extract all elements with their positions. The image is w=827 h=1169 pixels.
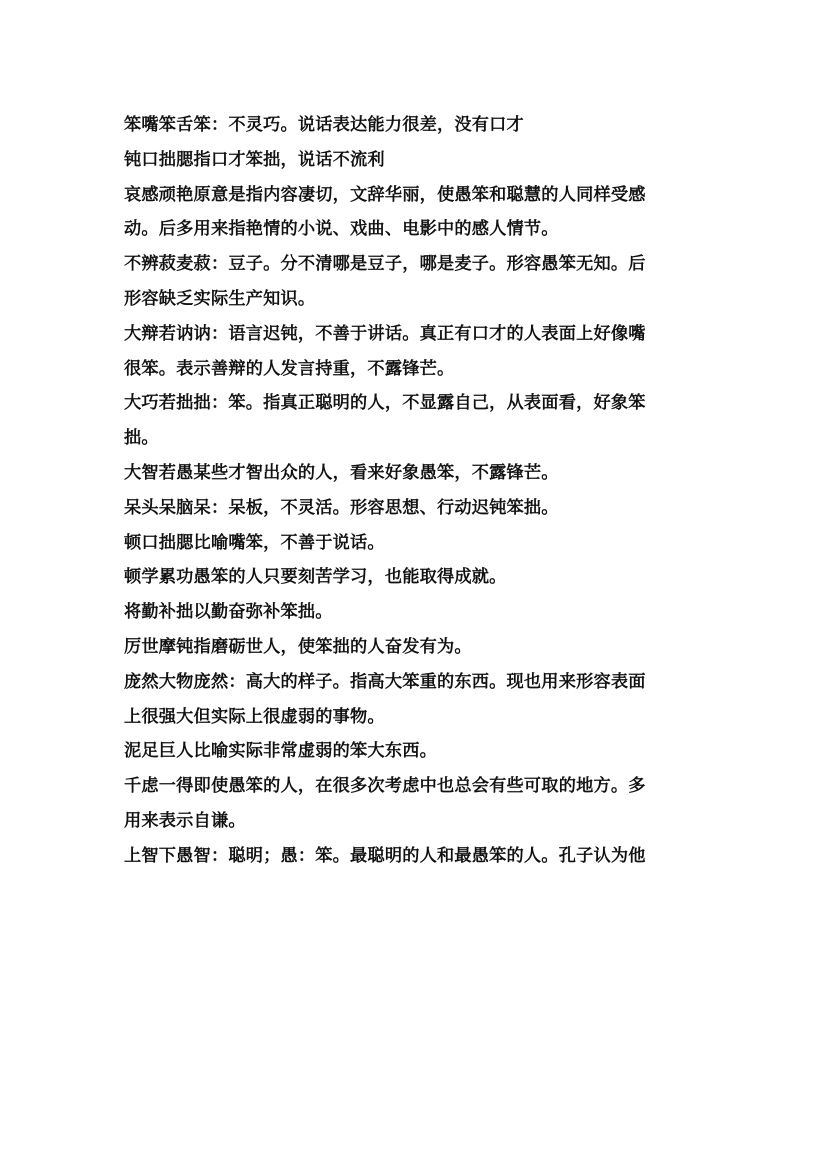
text-line: 形容缺乏实际生产知识。 [124,288,316,309]
text-line: 哀感顽艳原意是指内容凄切，文辞华丽，使愚笨和聪慧的人同样受感 [124,184,646,205]
text-line: 泥足巨人比喻实际非常虚弱的笨大东西。 [124,741,437,762]
text-line: 动。后多用来指艳情的小说、戏曲、电影中的感人情节。 [124,219,559,240]
text-line: 大辩若讷讷：语言迟钝，不善于讲话。真正有口才的人表面上好像嘴 [124,323,646,344]
text-line: 上智下愚智：聪明；愚：笨。最聪明的人和最愚笨的人。孔子认为他 [124,845,646,866]
text-line: 用来表示自谦。 [124,810,246,831]
text-line: 庞然大物庞然：高大的样子。指高大笨重的东西。现也用来形容表面 [124,671,646,692]
text-line: 顿学累功愚笨的人只要刻苦学习，也能取得成就。 [124,567,507,588]
document-body [124,108,714,874]
text-line: 笨嘴笨舌笨：不灵巧。说话表达能力很差，没有口才 [124,115,524,135]
text-line: 钝口拙腮指口才笨拙，说话不流利 [124,149,385,170]
text-line: 呆头呆脑呆：呆板，不灵活。形容思想、行动迟钝笨拙。 [124,497,559,518]
text-line: 不辨菽麦菽：豆子。分不清哪是豆子，哪是麦子。形容愚笨无知。后 [124,254,646,275]
text-line: 顿口拙腮比喻嘴笨，不善于说话。 [124,532,385,553]
text-line: 拙。 [124,428,159,449]
text-line: 大巧若拙拙：笨。指真正聪明的人，不显露自己，从表面看，好象笨 [124,393,646,414]
text-line: 千虑一得即使愚笨的人，在很多次考虑中也总会有些可取的地方。多 [124,776,646,797]
text-line: 厉世摩钝指磨砺世人，使笨拙的人奋发有为。 [124,636,472,657]
text-line: 上很强大但实际上很虚弱的事物。 [124,706,385,727]
text-line: 将勤补拙以勤奋弥补笨拙。 [124,602,333,623]
text-line: 很笨。表示善辩的人发言持重，不露锋芒。 [124,358,455,379]
text-line: 大智若愚某些才智出众的人，看来好象愚笨，不露锋芒。 [124,462,559,483]
